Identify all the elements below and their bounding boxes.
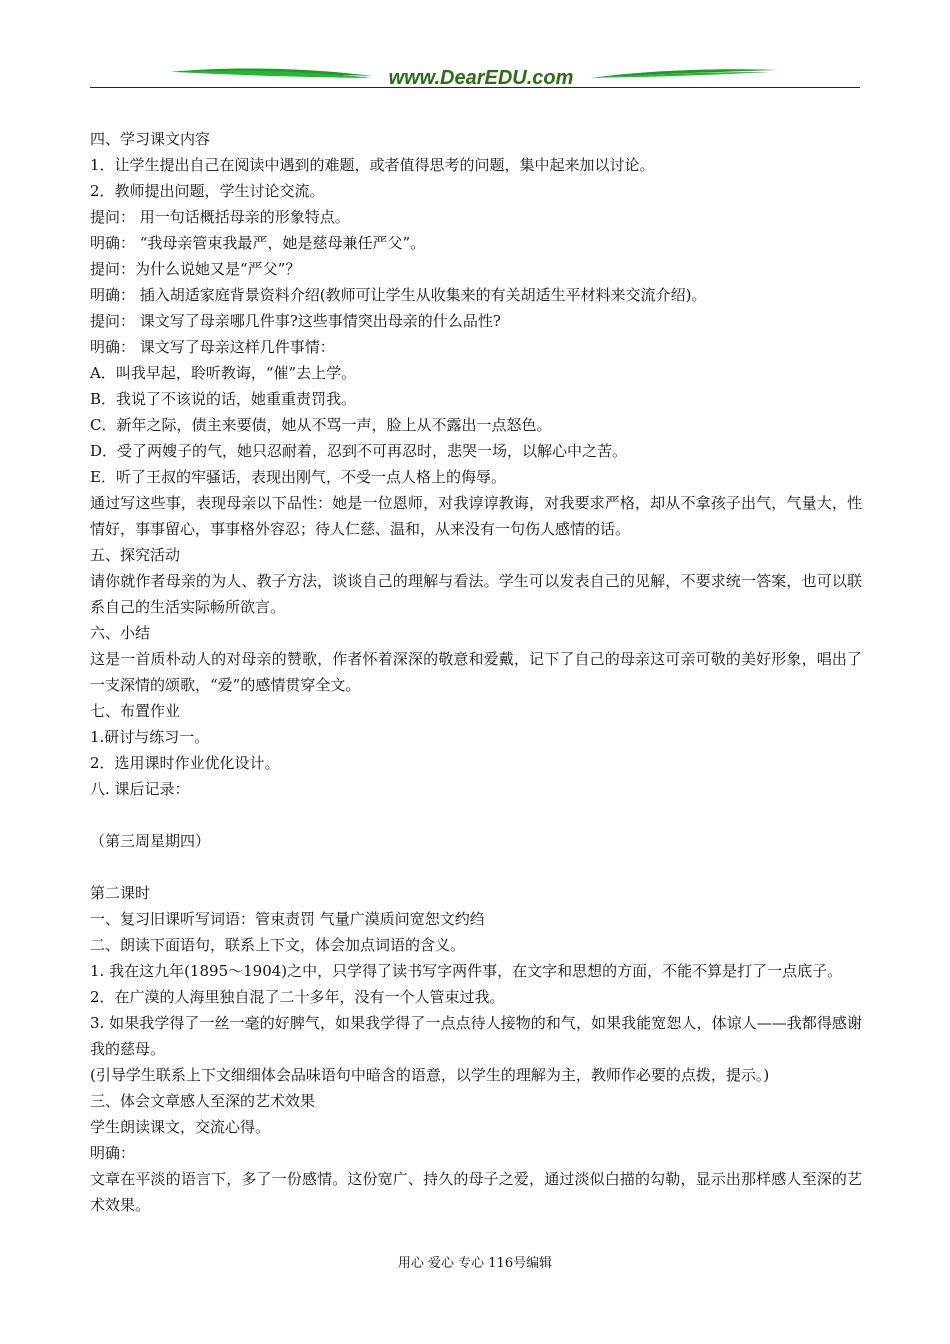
paragraph: A．叫我早起，聆听教诲，“催”去上学。 xyxy=(90,364,357,382)
paragraph: E．听了王叔的牢骚话，表现出刚气，不受一点人格上的侮辱。 xyxy=(90,468,506,486)
paragraph: B．我说了不该说的话，她重重责罚我。 xyxy=(90,390,357,408)
paragraph: 3. 如果我学得了一丝一毫的好脾气，如果我学得了一点点待人接物的和气，如果我能宽恕人，体谅人——我都得感谢我的慈母。 xyxy=(90,1014,862,1058)
paragraph: 七、布置作业 xyxy=(90,702,181,720)
site-url-text: www.DearEDU.com xyxy=(388,67,574,89)
paragraph: 1.研讨与练习一。 xyxy=(90,728,210,746)
paragraph: 六、小结 xyxy=(90,624,151,642)
paragraph: 学生朗读课文，交流心得。 xyxy=(90,1118,271,1136)
paragraph: 明确： 课文写了母亲这样几件事情： xyxy=(90,338,335,356)
paragraph: 四、学习课文内容 xyxy=(90,130,211,148)
paragraph: 提问： 课文写了母亲哪几件事?这些事情突出母亲的什么品性? xyxy=(90,312,501,330)
paragraph: 1．让学生提出自己在阅读中遇到的难题，或者值得思考的问题，集中起来加以讨论。 xyxy=(90,156,655,174)
paragraph: 2．教师提出问题，学生讨论交流。 xyxy=(90,182,325,200)
paragraph: 明确： 插入胡适家庭背景资料介绍(教师可让学生从收集来的有关胡适生平材料来交流介绍)。 xyxy=(90,286,707,304)
paragraph: （第三周星期四） xyxy=(90,832,211,850)
blank-line xyxy=(90,854,862,880)
paragraph: 2．选用课时作业优化设计。 xyxy=(90,754,280,772)
paragraph: 三、体会文章感人至深的艺术效果 xyxy=(90,1092,316,1110)
paragraph: 1. 我在这九年(1895～1904)之中，只学得了读书写字两件事，在文字和思想的方面，不能不算是打了一点底子。 xyxy=(90,962,843,980)
paragraph: 第二课时 xyxy=(90,884,151,902)
paragraph: 请你就作者母亲的为人、教子方法，谈谈自己的理解与看法。学生可以发表自己的见解，不要求统一答案，也可以联系自己的生活实际畅所欲言。 xyxy=(90,572,862,616)
paragraph: C．新年之际，债主来要债，她从不骂一声，脸上从不露出一点怒色。 xyxy=(90,416,552,434)
paragraph: 一、复习旧课听写词语：管束责罚 气量广漠质问宽恕文约绉 xyxy=(90,910,485,928)
paragraph: 明确： “我母亲管束我最严，她是慈母兼任严父”。 xyxy=(90,234,426,252)
document-body xyxy=(90,126,862,1218)
paragraph: 八. 课后记录： xyxy=(90,780,190,798)
paragraph: 文章在平淡的语言下，多了一份感情。这份宽广、持久的母子之爱，通过淡似白描的勾勒，显示出那样感人至深的艺术效果。 xyxy=(90,1170,862,1214)
paragraph: 2．在广漠的人海里独自混了二十多年，没有一个人管束过我。 xyxy=(90,988,505,1006)
header-divider xyxy=(90,87,860,88)
page-footer: 用心 爱心 专心 116号编辑 xyxy=(397,1256,553,1271)
paragraph: (引导学生联系上下文细细体会品味语句中暗含的语意，以学生的理解为主，教师作必要的点拨，提示。) xyxy=(90,1066,770,1084)
paragraph: 二、朗读下面语句，联系上下文，体会加点词语的含义。 xyxy=(90,936,466,954)
paragraph: 提问：为什么说她又是“严父”？ xyxy=(90,260,301,278)
paragraph: 通过写这些事，表现母亲以下品性：她是一位恩师，对我谆谆教诲，对我要求严格，却从不拿孩子出气，气量大，性情好，事事留心，事事格外容忍；待人仁慈、温和，从来没有一句伤人感情的话。 xyxy=(90,494,862,538)
blank-line xyxy=(90,802,862,828)
paragraph: 提问： 用一句话概括母亲的形象特点。 xyxy=(90,208,350,226)
paragraph: 明确： xyxy=(90,1144,136,1162)
paragraph: 五、探究活动 xyxy=(90,546,181,564)
paragraph: 这是一首质朴动人的对母亲的赞歌，作者怀着深深的敬意和爱戴，记下了自己的母亲这可亲可敬的美好形象，唱出了一支深情的颂歌，“爱”的感情贯穿全文。 xyxy=(90,650,862,694)
paragraph: D．受了两嫂子的气，她只忍耐着，忍到不可再忍时，悲哭一场，以解心中之苦。 xyxy=(90,442,628,460)
